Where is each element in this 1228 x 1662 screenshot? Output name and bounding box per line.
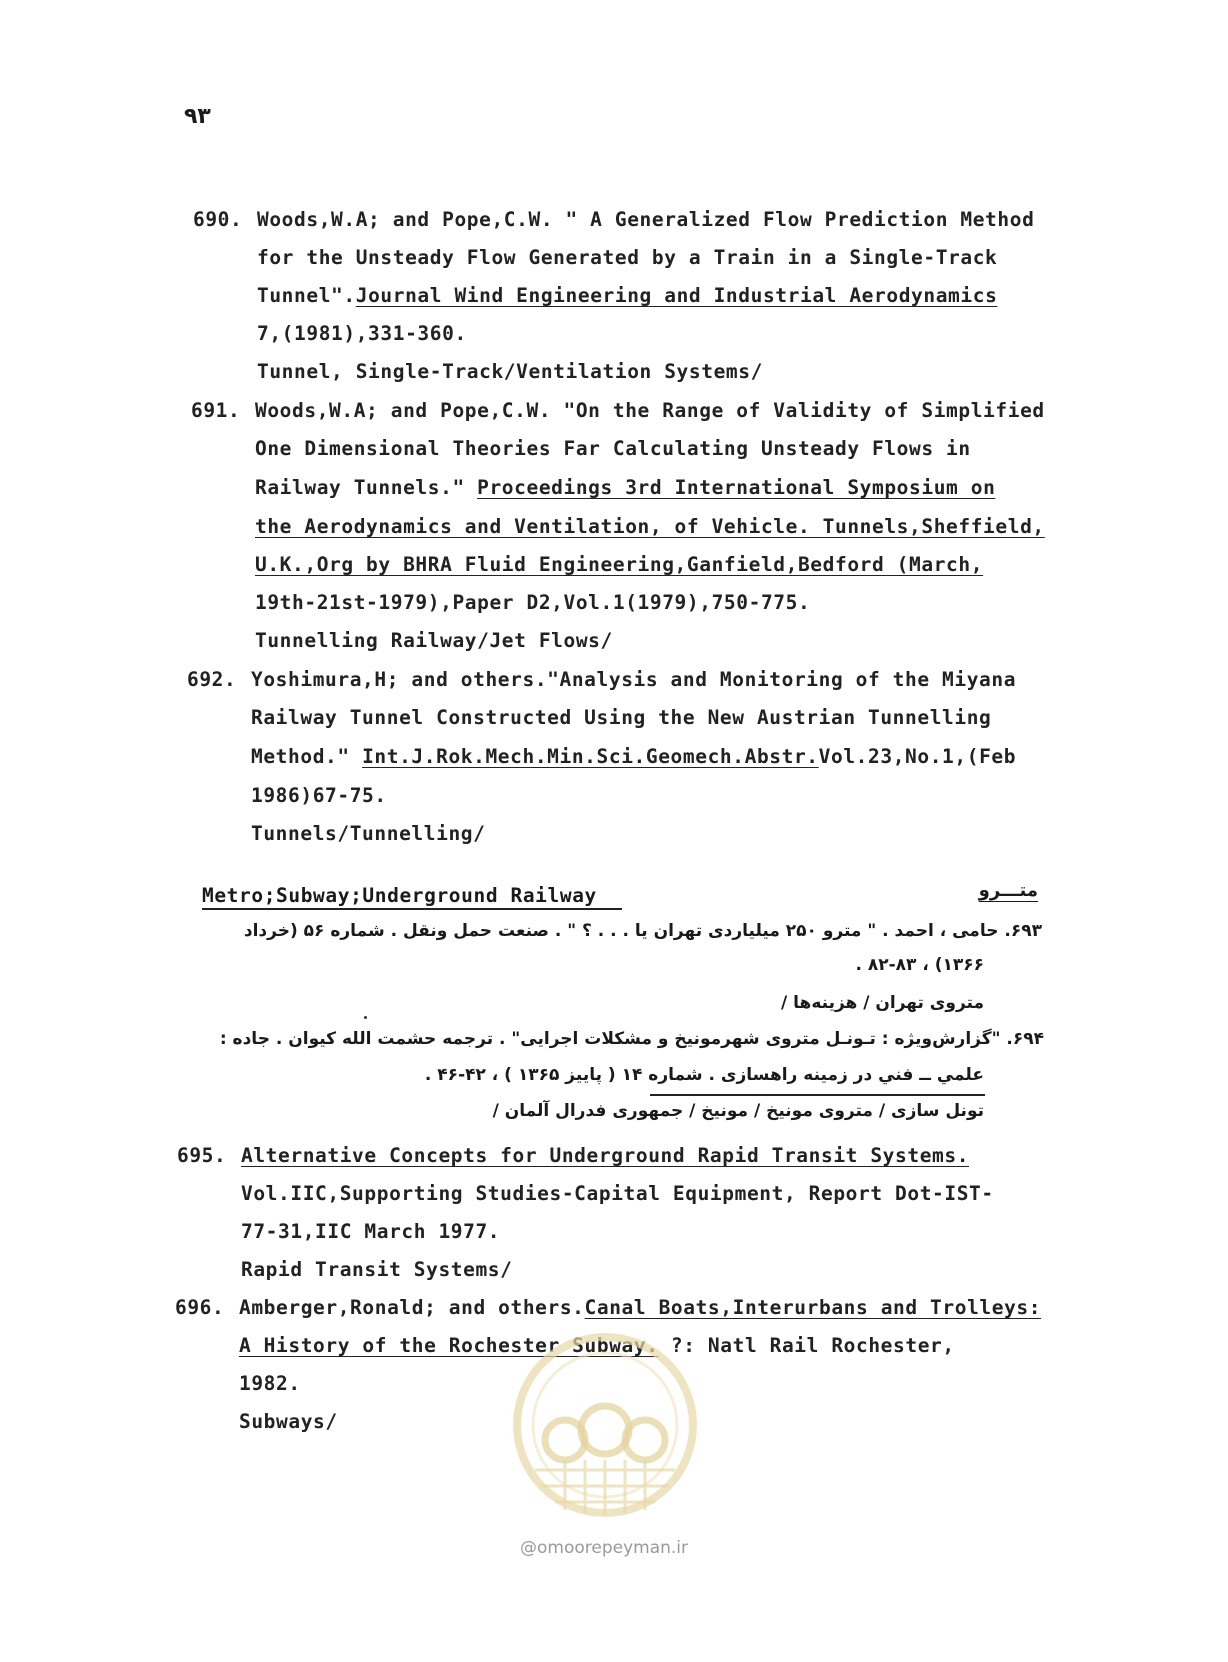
entry-line: Tunnel".Journal Wind Engineering and Industrial Aerodynamics — [257, 284, 998, 307]
entry-line: One Dimensional Theories Far Calculating Unsteady Flows in — [255, 437, 971, 460]
entry-line: Railway Tunnel Constructed Using the New Austrian Tunnelling — [251, 706, 992, 729]
entry-subject: Subways/ — [239, 1410, 338, 1433]
entry-line: Method." Int.J.Rok.Mech.Min.Sci.Geomech.Abstr.Vol.23,No.1,(Feb — [251, 745, 1017, 768]
entry-line: 77-31,IIC March 1977. — [241, 1220, 501, 1243]
section-title-en: Metro;Subway;Underground Railway — [202, 884, 597, 907]
entry-line: 1982. — [239, 1372, 301, 1395]
book-subtitle: A History of the Rochester Subway. — [239, 1334, 659, 1357]
entry-subject: Rapid Transit Systems/ — [241, 1258, 513, 1281]
entry-line — [241, 1144, 969, 1168]
section-title-underline — [202, 908, 622, 910]
entry-line: 19th-21st-1979),Paper D2,Vol.1(1979),750-775. — [255, 591, 811, 614]
entry-number: 695. — [177, 1144, 227, 1167]
entry-line: Yoshimura,H; and others."Analysis and Monitoring of the Miyana — [251, 668, 1017, 691]
journal-title: Int.J.Rok.Mech.Min.Sci.Geomech.Abstr. — [362, 745, 819, 768]
entry-line: Woods,W.A; and Pope,C.W. " A Generalized Flow Prediction Method — [257, 208, 1035, 231]
entry-number: 691. — [191, 399, 241, 422]
entry-line: 7,(1981),331-360. — [257, 322, 467, 345]
persian-entry-694: ۶۹۴. "گزارش‌ویژه : تـونـل متروی شهرمونیخ و مشکلات اجرایی" . ترجمه حشمت الله کیوان . جاده : — [219, 1029, 1044, 1049]
persian-entry-693: ۶۹۳. حامی ، احمد . " مترو ۲۵۰ میلیاردی تهران یا . . . ؟ " . صنعت حمل ونقل . شماره ۵۶ (خرداد — [243, 921, 1042, 941]
persian-entry-694-line2: علمي ــ فني در زمینه راهسازی . شماره ۱۴ ( پاییز ۱۳۶۵ ) ، ۴۲-۴۶ . — [424, 1065, 984, 1085]
entry-line: for the Unsteady Flow Generated by a Train in a Single-Track — [257, 246, 998, 269]
entry-line: Amberger,Ronald; and others.Canal Boats,Interurbans and Trolleys: — [239, 1296, 1042, 1319]
entry-line: the Aerodynamics and Ventilation, of Vehicle. Tunnels,Sheffield, — [255, 515, 1045, 538]
persian-entry-693-subject: متروی تهران / هزینه‌ها / — [781, 993, 984, 1013]
entry-subject: Tunnel, Single-Track/Ventilation Systems/ — [257, 360, 763, 383]
persian-entry-694-subject: تونل سازی / متروی مونیخ / مونیخ / جمهوری فدرال آلمان / — [492, 1101, 984, 1121]
entry-number: 692. — [187, 668, 237, 691]
entry-line: Vol.IIC,Supporting Studies-Capital Equipment, Report Dot-IST- — [241, 1182, 994, 1205]
book-title: Canal Boats,Interurbans and Trolleys: — [584, 1296, 1042, 1319]
persian-underline — [650, 1094, 985, 1096]
entry-line: A History of the Rochester Subway. ?: Natl Rail Rochester, — [239, 1334, 955, 1357]
entry-line: 1986)67-75. — [251, 784, 387, 807]
speck — [364, 1016, 367, 1019]
entry-number: 696. — [175, 1296, 225, 1319]
journal-title: Journal Wind Engineering and Industrial Aerodynamics — [355, 284, 998, 307]
entry-subject: Tunnelling Railway/Jet Flows/ — [255, 629, 613, 652]
entry-line: Woods,W.A; and Pope,C.W. "On the Range of Validity of Simplified — [255, 399, 1045, 422]
entry-line: Railway Tunnels." Proceedings 3rd International Symposium on — [255, 476, 996, 499]
entry-subject: Tunnels/Tunnelling/ — [251, 822, 486, 845]
watermark-stamp-icon — [505, 1330, 705, 1530]
book-title: Alternative Concepts for Underground Rapid Transit Systems. — [241, 1144, 970, 1167]
watermark-text: @omoorepeyman.ir — [520, 1538, 689, 1558]
entry-line: U.K.,Org by BHRA Fluid Engineering,Ganfield,Bedford (March, — [255, 553, 984, 576]
persian-entry-693-line2: ۱۳۶۶) ، ۸۲-۸۳ . — [855, 955, 984, 975]
proceedings-title: Proceedings 3rd International Symposium on — [477, 476, 996, 499]
page-number: ۹۳ — [184, 104, 211, 129]
section-title-fa: متـــرو — [978, 880, 1038, 901]
entry-number: 690. — [193, 208, 243, 231]
